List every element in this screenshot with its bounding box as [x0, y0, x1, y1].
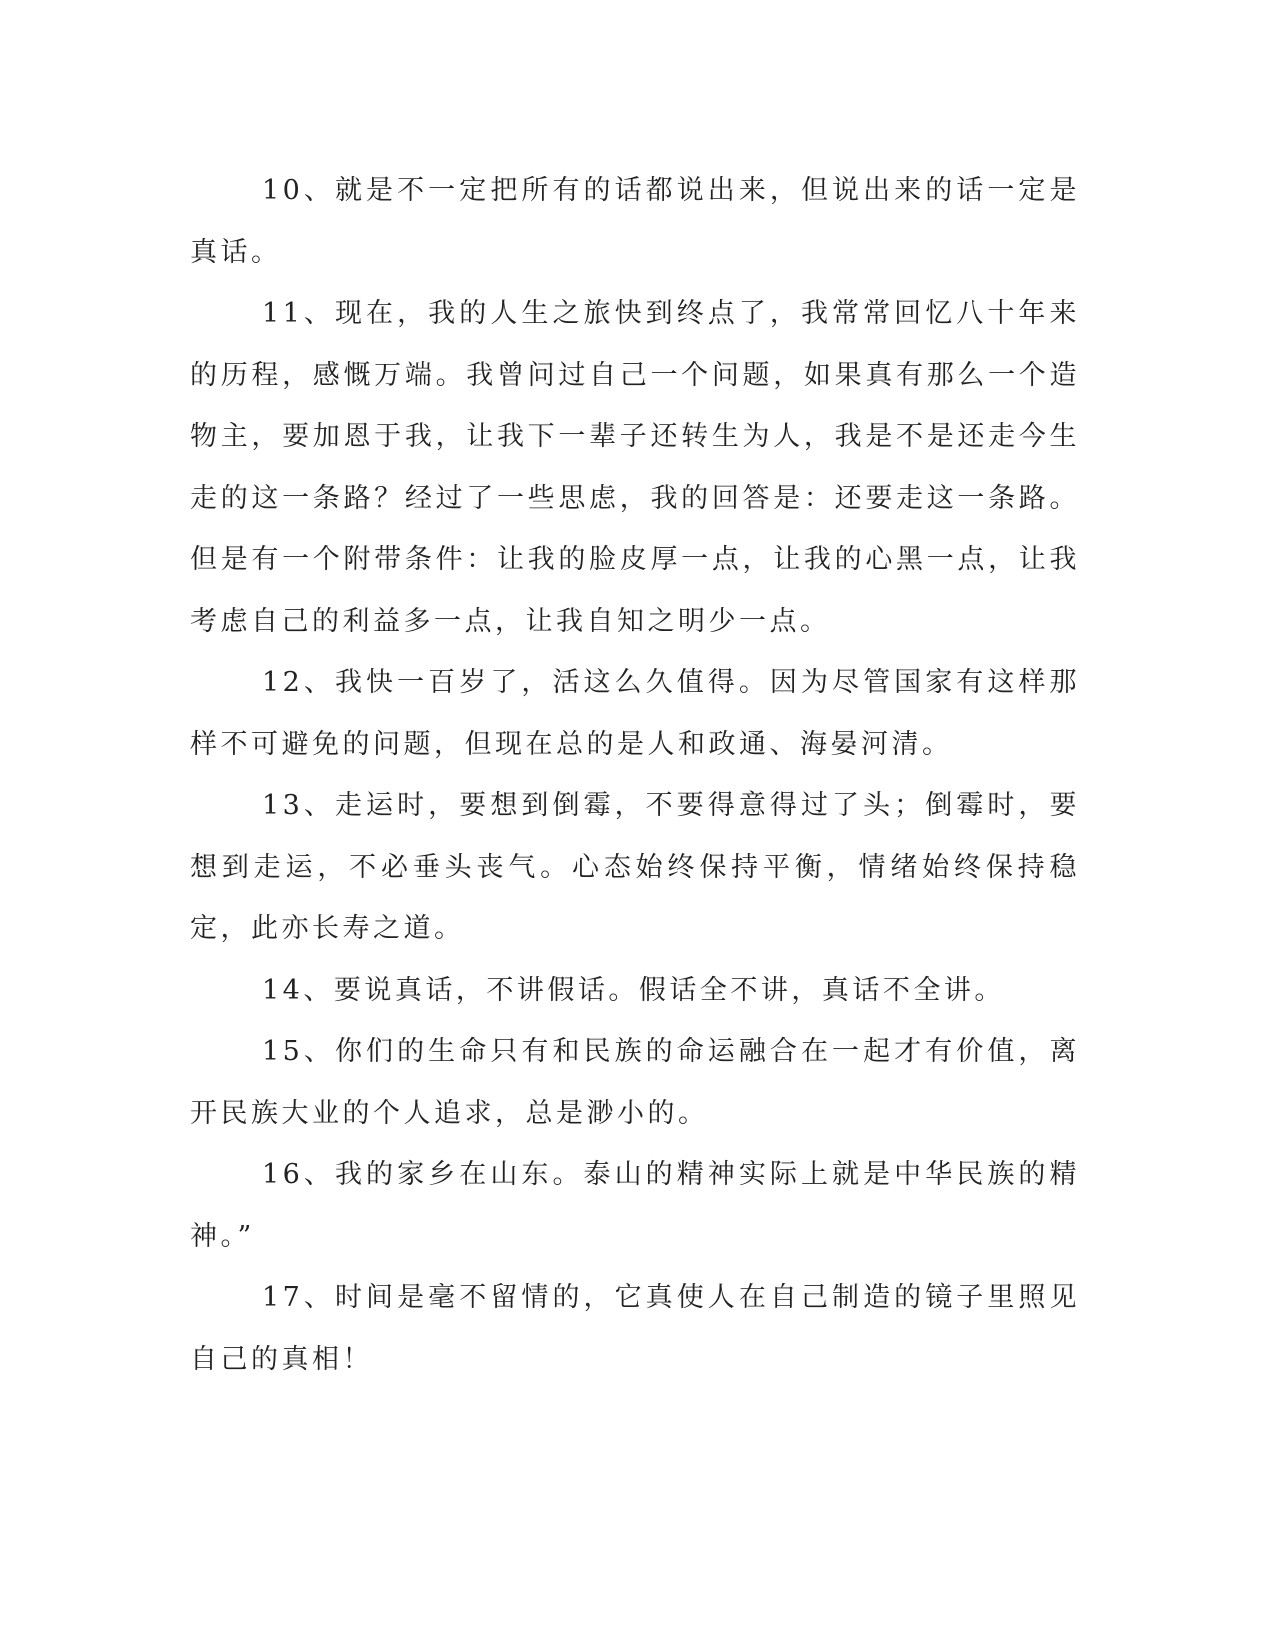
quote-paragraph-16: 16、我的家乡在山东。泰山的精神实际上就是中华民族的精神。”	[190, 1159, 1080, 1252]
document-body	[190, 160, 1080, 1390]
quote-paragraph-10: 10、就是不一定把所有的话都说出来，但说出来的话一定是真话。	[190, 175, 1080, 268]
quote-paragraph-17: 17、时间是毫不留情的，它真使人在自己制造的镜子里照见自己的真相！	[190, 1282, 1080, 1375]
quote-paragraph-15: 15、你们的生命只有和民族的命运融合在一起才有价值，离开民族大业的个人追求，总是渺小的。	[190, 1036, 1080, 1129]
quote-paragraph-13: 13、走运时，要想到倒霉，不要得意得过了头；倒霉时，要想到走运，不必垂头丧气。心态始终保持平衡，情绪始终保持稳定，此亦长寿之道。	[190, 790, 1080, 944]
quote-paragraph-11: 11、现在，我的人生之旅快到终点了，我常常回忆八十年来的历程，感慨万端。我曾问过自己一个问题，如果真有那么一个造物主，要加恩于我，让我下一辈子还转生为人，我是不是还走今生走的这一条路？经过了一些思虑，我的回答是：还要走这一条路。但是有一个附带条件：让我的脸皮厚一点，让我的心黑一点，让我考虑自己的利益多一点，让我自知之明少一点。	[190, 298, 1080, 637]
quote-paragraph-12: 12、我快一百岁了，活这么久值得。因为尽管国家有这样那样不可避免的问题，但现在总的是人和政通、海晏河清。	[190, 667, 1080, 760]
quote-paragraph-14: 14、要说真话，不讲假话。假话全不讲，真话不全讲。	[262, 974, 1005, 1006]
